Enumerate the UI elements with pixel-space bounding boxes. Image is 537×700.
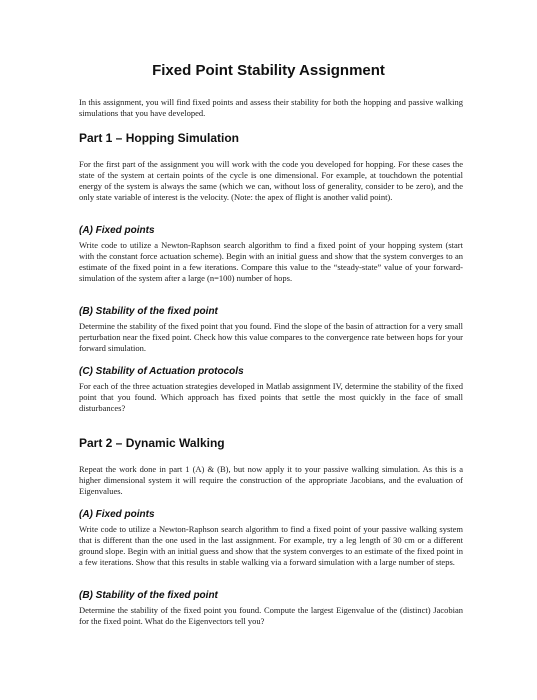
part1-c-paragraph: For each of the three actuation strategies developed in Matlab assignment IV, determine the stability of the fixed point that you found. Which approach has fixed points that settle the most quickly in the face of small disturbances? — [79, 381, 463, 413]
document-title: Fixed Point Stability Assignment — [152, 62, 385, 79]
intro-paragraph: In this assignment, you will find fixed points and assess their stability for both the hopping and passive walking simulations that you have developed. — [79, 97, 463, 118]
part2-a-paragraph: Write code to utilize a Newton-Raphson search algorithm to find a fixed point of your passive walking system that is different than the one used in the last assignment. For example, try a leg length of 30 cm or a different ground slope. Begin with an initial guess and show that the system converges to an estimate of the fixed point in a few iterations. Show that this results in stable walking via a forward simulation with a large number of steps. — [79, 524, 463, 567]
part2-b-paragraph: Determine the stability of the fixed point you found. Compute the largest Eigenvalue of the (distinct) Jacobian for the fixed point. What do the Eigenvectors tell you? — [79, 605, 463, 626]
part2-heading: Part 2 – Dynamic Walking — [79, 436, 225, 450]
part1-b-heading: (B) Stability of the fixed point — [79, 306, 218, 317]
part1-a-paragraph: Write code to utilize a Newton-Raphson search algorithm to find a fixed point of your hopping system (start with the constant force actuation scheme). Begin with an initial guess and show that the system converges to an estimate of the fixed point in a few iterations. Compare this value to the “steady-state” value of your forward-simulation of the system after a large (n=100) number of hops. — [79, 240, 463, 283]
part2-b-heading: (B) Stability of the fixed point — [79, 590, 218, 601]
part1-heading: Part 1 – Hopping Simulation — [79, 131, 240, 145]
part2-paragraph: Repeat the work done in part 1 (A) & (B), but now apply it to your passive walking simulation. As this is a higher dimensional system it will require the construction of the appropriate Jacobians, and the evaluation of Eigenvalues. — [79, 464, 463, 496]
part2-a-heading: (A) Fixed points — [79, 509, 155, 520]
part1-c-heading: (C) Stability of Actuation protocols — [79, 366, 244, 377]
part1-a-heading: (A) Fixed points — [79, 225, 155, 236]
part1-paragraph: For the first part of the assignment you will work with the code you developed for hopping. For these cases the state of the system at certain points of the cycle is one dimensional. For example, at touchdown the potential energy of the system is always the same (which we can, without loss of generality, consider to be zero), and the only state variable of interest is the velocity. (Note: the apex of flight is another valid point). — [79, 159, 463, 202]
part1-b-paragraph: Determine the stability of the fixed point that you found. Find the slope of the basin of attraction for a very small perturbation near the fixed point. Check how this value compares to the convergence rate between hops for your forward simulation. — [79, 321, 463, 353]
